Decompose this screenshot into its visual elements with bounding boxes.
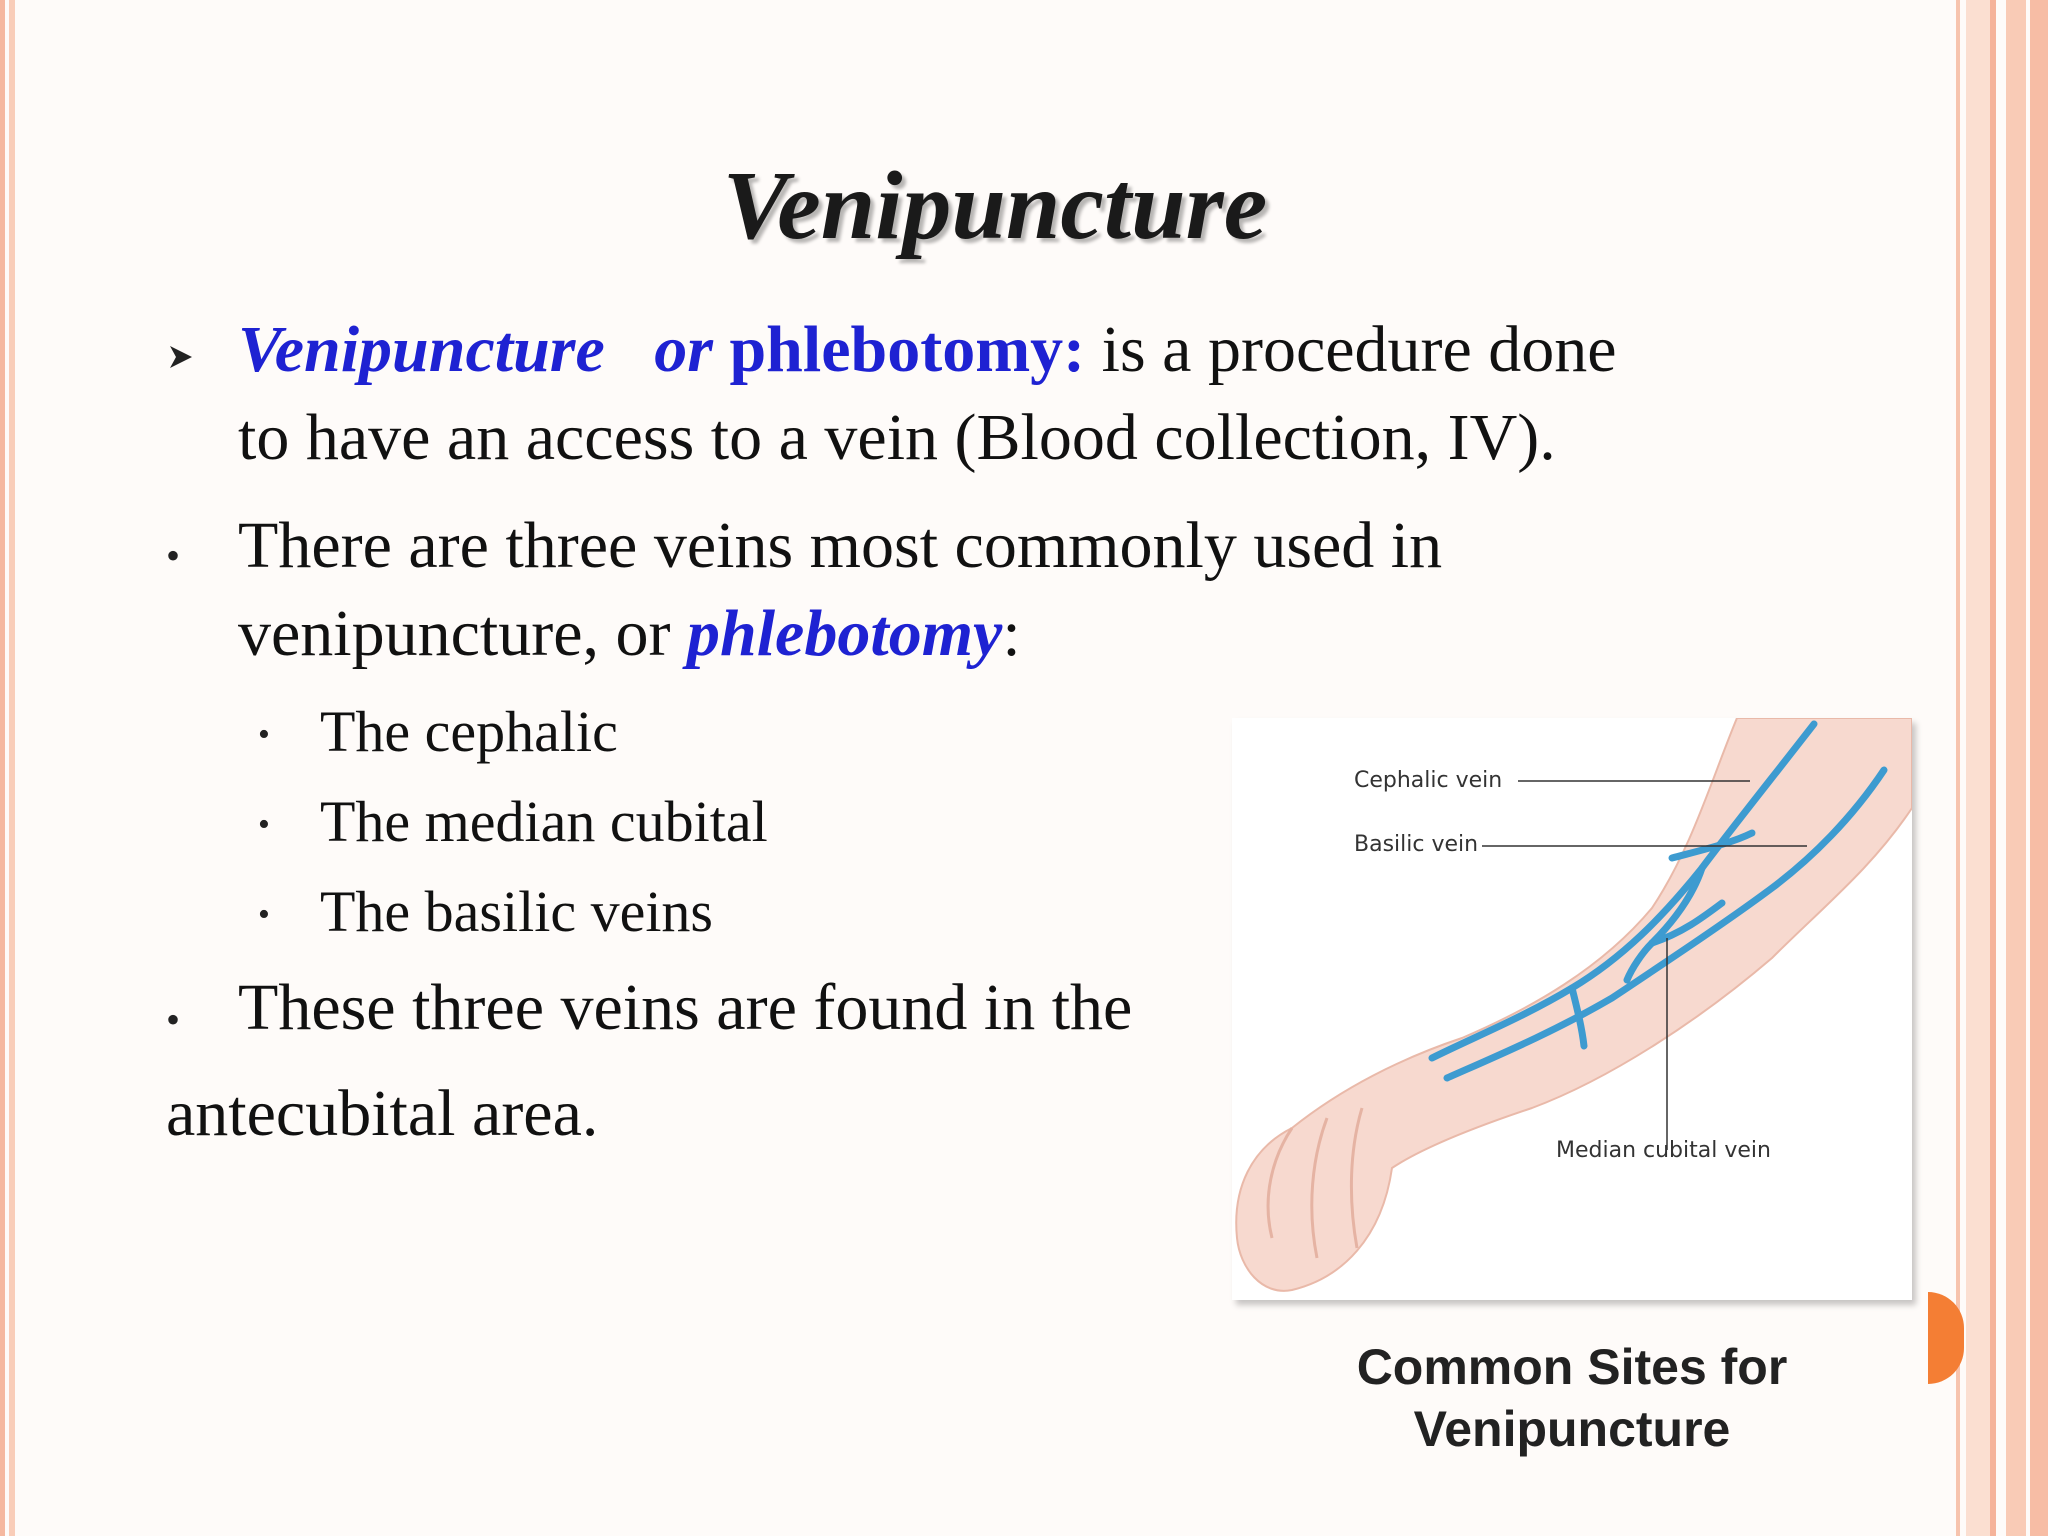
arm-vein-figure	[1232, 718, 1912, 1300]
sub-bullet-dot: •	[258, 716, 270, 753]
arrow-bullet-icon	[166, 342, 196, 372]
point1-line-1: There are three veins most commonly used in	[238, 509, 1443, 582]
frame-stripe	[2006, 0, 2026, 1536]
vein-item-cephalic: The cephalic	[320, 699, 618, 764]
vein-item-basilic: The basilic veins	[320, 879, 714, 944]
term-connector: or	[654, 313, 713, 386]
caption-line-2: Venipuncture	[1413, 1401, 1731, 1457]
term-phlebotomy-emphasis: phlebotomy	[687, 597, 1003, 670]
label-median-cubital-vein: Median cubital vein	[1556, 1138, 1771, 1163]
sub-bullet-dot: •	[258, 896, 270, 933]
point2-line-2: antecubital area.	[166, 1077, 599, 1150]
frame-stripe	[1990, 0, 1996, 1536]
point1-line2-start: venipuncture, or	[238, 597, 671, 670]
sub-bullet-dot: •	[258, 806, 270, 843]
point1-line-2	[238, 596, 1021, 672]
arm-illustration	[1232, 718, 1912, 1300]
definition-line-1	[238, 312, 1617, 388]
point1-line2-end: :	[1002, 597, 1021, 670]
bullet-dot: •	[166, 533, 181, 578]
slide-title: Venipuncture	[722, 152, 1268, 260]
point2-line-1: These three veins are found in the	[238, 971, 1133, 1044]
frame-stripe	[2030, 0, 2048, 1536]
term-phlebotomy: phlebotomy:	[729, 313, 1086, 386]
definition-rest: is a procedure done	[1101, 313, 1617, 386]
term-venipuncture: Venipuncture	[238, 313, 605, 386]
vein-item-median-cubital: The median cubital	[320, 789, 768, 854]
caption-line-1: Common Sites for	[1356, 1339, 1788, 1395]
label-basilic-vein: Basilic vein	[1354, 832, 1479, 857]
definition-line-2: to have an access to a vein (Blood collection, IV).	[238, 401, 1556, 474]
label-cephalic-vein: Cephalic vein	[1354, 768, 1503, 793]
figure-caption	[1232, 1336, 1912, 1460]
bullet-dot: •	[166, 997, 181, 1042]
